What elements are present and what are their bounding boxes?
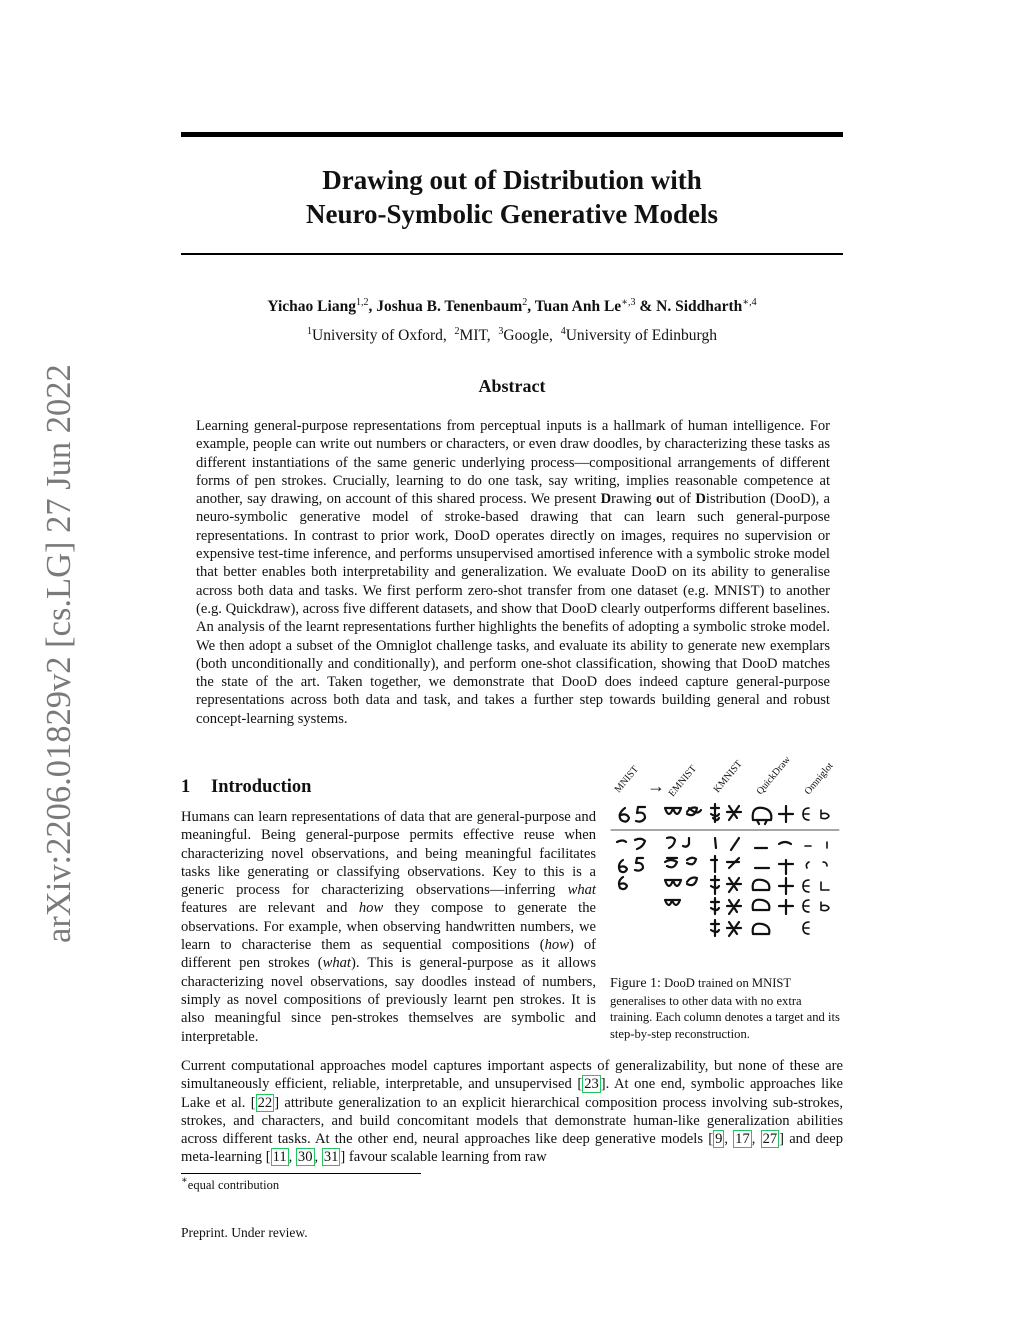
footnote-text: equal contribution — [187, 1178, 280, 1192]
abstract-rawing: rawing — [611, 491, 656, 508]
affil-3-mark: 3 — [498, 326, 504, 337]
p2-text-b: . At one end, symbolic approaches like Lake et al. — [181, 1076, 843, 1111]
p1-italic-what-2: what — [322, 955, 351, 972]
abstract-heading: Abstract — [478, 376, 546, 396]
p1-text-d: ) of different pen strokes ( — [181, 937, 596, 972]
citation-22[interactable]: 22 — [257, 1094, 273, 1111]
col-label-kmnist: KMNIST — [711, 758, 745, 795]
figure-1 — [603, 750, 843, 960]
p1-italic-how: how — [358, 900, 384, 917]
col-label-emnist: EMNIST — [666, 763, 699, 799]
page-footer: Preprint. Under review. — [181, 1225, 308, 1240]
citation-31[interactable]: 31 — [323, 1149, 339, 1166]
transfer-arrow: → — [647, 776, 665, 796]
author-1-affil: 1,2 — [355, 297, 369, 308]
p1-text-b: features are relevant and — [181, 900, 359, 917]
abstract-bold-d: D — [600, 491, 612, 508]
caption-text: DooD trained on MNIST generalises to other data with no extra training. Each column denotes a target and its step-by-step reconstruction. — [610, 976, 840, 1041]
p2-text-e: favour scalable learning from raw — [345, 1149, 547, 1166]
abstract-text-2: (DooD), a neuro-symbolic generative model of stroke-based drawing that can learn such general-purpose representations. In contrast to prior work, DooD operates directly on images, requires no supervision or expensive test-time inference, and performs unsupervised amortised inference with a symbolic stroke model that better enables both interpretability and generalization. We evaluate DooD on its ability to generalise across both data and tasks. We first perform zero-shot transfer from one dataset (e.g. MNIST) to another (e.g. Quickdraw), across five different datasets, and show that DooD clearly outperforms different baselines. An analysis of the learnt representations further highlights the benefits of adopting a symbolic stroke model. We then adopt a subset of the Omniglot challenge tasks, and evaluate its ability to generate new exemplars (both unconditionally and conditionally), and perform one-shot classification, showing that DooD matches the state of the art. Taken together, we demonstrate that DooD does indeed capture general-purpose representations across both data and task, and takes a further step towards building general and robust concept-learning systems. — [196, 491, 830, 727]
section-title: Introduction — [211, 777, 312, 797]
author-ampersand: & — [639, 298, 653, 315]
p1-italic-what: what — [567, 882, 596, 899]
author-2-affil: 2 — [522, 297, 528, 308]
abstract-istribution: istribution — [705, 491, 766, 508]
author-list: Yichao Liang$^{1,2}$, Joshua B. Tenenbaum$^2$, Tuan Anh $Le^{∗,3}$ & N. Siddharth$^{∗,4}$ — [267, 297, 757, 315]
p1-text-e: ). This is general-purpose as it allows characterizing novel observations, say doodles instead of numbers, simply as novel compositions of previously learnt pen strokes. It is also meaningful since pen-strokes themselves are symbolic and interpretable. — [181, 955, 596, 1045]
citation-27[interactable]: 27 — [762, 1131, 778, 1148]
figure-1-caption — [610, 975, 844, 1042]
citation-23[interactable]: 23 — [584, 1076, 599, 1093]
author-3: Tuan Anh Le — [534, 298, 622, 315]
abstract-body — [196, 417, 830, 728]
p2-text-c: attribute generalization to an explicit hierarchical composition process involving sub-strokes, strokes, and characters, and build concomitant models that demonstrate human-like generalization abilities across different tasks. At the other end, neural approaches like deep generative models — [181, 1094, 844, 1148]
p1-text-c: they compose to generate the observations. For example, when observing handwritten numbers, we learn to characterise them as sequential compositions ( — [181, 900, 596, 954]
p2-text-d: and deep meta-learning — [181, 1131, 843, 1166]
affil-4-mark: 4 — [560, 326, 566, 337]
footnote-rule — [181, 1173, 421, 1174]
abstract-bold-o: o — [655, 491, 664, 508]
intro-paragraph-1 — [181, 808, 596, 1046]
col-label-omniglot: Omniglot — [802, 760, 836, 797]
title-line-2: Neuro-Symbolic Generative Models — [306, 199, 718, 229]
p1-text-a: Humans can learn representations of data that are general-purpose and meaningful. Being general-purpose permits effective reuse when characterizing novel observations, and being meaningful facilitates tasks like generating or classifying observations. Key to this is a generic process for characterizing observations—inferring — [181, 809, 596, 899]
kmnist-column — [711, 804, 741, 936]
footnote-mark: ∗ — [181, 1175, 188, 1186]
section-number: 1 — [181, 777, 191, 797]
footnote — [181, 1175, 280, 1193]
col-label-quickdraw: QuickDraw — [754, 754, 793, 797]
citation-30[interactable]: 30 — [297, 1149, 313, 1166]
emnist-column — [665, 808, 701, 906]
author-2: Joshua B. Tenenbaum — [376, 298, 523, 315]
caption-label: Figure 1: — [610, 976, 661, 991]
author-4: N. Siddharth — [656, 298, 743, 315]
affil-4: University of Edinburgh — [565, 327, 717, 344]
author-3-affil: ∗,3 — [621, 297, 636, 308]
affil-1: University of Oxford, — [312, 327, 447, 344]
top-rule — [181, 132, 843, 137]
author-1: Yichao Liang — [267, 298, 356, 315]
citation-11[interactable]: 11 — [272, 1149, 287, 1166]
section-heading-introduction — [181, 777, 311, 798]
citation-17[interactable]: 17 — [735, 1131, 750, 1148]
quickdraw-column — [753, 806, 793, 934]
author-4-affil: ∗,4 — [742, 297, 757, 308]
affil-2: MIT, — [459, 327, 491, 344]
abstract-ut-of: ut of — [663, 491, 696, 508]
title-bottom-rule — [181, 253, 843, 255]
affil-3: Google, — [503, 327, 553, 344]
abstract-text-1: Learning general-purpose representations from perceptual inputs is a hallmark of human intelligence. For example, people can write out numbers or characters, or even draw doodles, by characterizing these tasks as different instantiations of the same generic underlying process—compositional arrangements of different forms of pen strokes. Crucially, learning to do one task, say writing, implies reasonable competence at another, say drawing, on account of this shared process. We present — [196, 418, 830, 508]
arxiv-identifier: arXiv:2206.01829v2 [cs.LG] 27 Jun 2022 — [40, 364, 78, 943]
reconstruction-grid — [603, 750, 843, 960]
intro-paragraph-2: Current computational approaches model captures important aspects of generalizability, but none of these are simultaneously efficient, reliable, interpretable, and unsupervised [ 23 ]. At one end, symbolic approaches like Lake et al. [ 22 ] attribute generalization to an explicit hierarchical composition process involving sub-strokes, strokes, and characters, and build concomitant models that demonstrate human-like generalization abilities across different tasks. At the other end, neural approaches like deep generative models [ 9 , 17 , 27 ] and deep meta-learning [ 11 , 30 , 31 ] favour scalable learning from raw — [181, 1058, 844, 1166]
omniglot-column — [803, 808, 829, 934]
col-label-mnist: MNIST — [612, 764, 642, 795]
citation-9[interactable]: 9 — [715, 1131, 723, 1148]
abstract-bold-d2: D — [695, 491, 706, 508]
p1-italic-how-2: how — [544, 937, 569, 954]
mnist-column — [617, 807, 645, 889]
affiliations — [181, 327, 843, 345]
title-line-1: Drawing out of Distribution with — [322, 165, 702, 195]
p2-text-a: Current computational approaches model captures important aspects of generalizability, but none of these are simultaneously efficient, reliable, interpretable, and unsupervised — [181, 1058, 843, 1093]
paper-title — [181, 163, 843, 231]
affil-1-mark: 1 — [307, 326, 313, 337]
affil-2-mark: 2 — [454, 326, 460, 337]
